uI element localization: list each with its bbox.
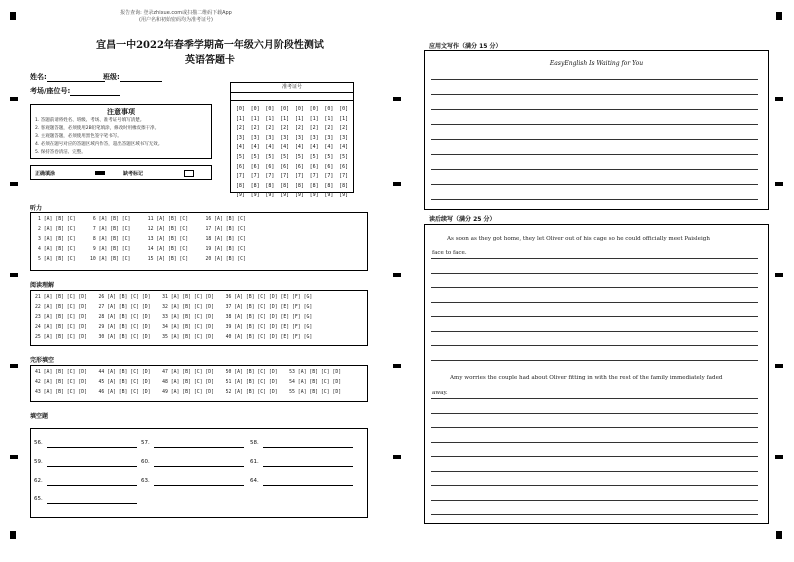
report-query-line: (用户名和初始密码均为准考证号)	[139, 17, 213, 23]
exam-id-bubble[interactable]: [9]	[294, 192, 304, 199]
alignment-mark	[393, 364, 401, 368]
continuation-line[interactable]	[431, 456, 758, 457]
exam-id-bubble[interactable]: [1]	[235, 115, 245, 122]
exam-id-bubble[interactable]: [6]	[235, 163, 245, 170]
continuation-line[interactable]	[431, 398, 758, 399]
writing-line[interactable]	[431, 169, 758, 170]
exam-id-bubble[interactable]: [0]	[324, 106, 334, 112]
exam-id-bubble[interactable]: [4]	[235, 144, 245, 151]
listening-section-title: 听力	[30, 205, 43, 212]
exam-id-bubble[interactable]: [1]	[265, 115, 275, 122]
notice-item: 5. 保持答卷清洁、完整。	[35, 150, 86, 155]
exam-id-bubble[interactable]: [7]	[235, 173, 245, 180]
continuation-line[interactable]	[431, 413, 758, 414]
report-query-note	[108, 10, 244, 24]
exam-id-column	[251, 105, 260, 201]
alignment-mark	[776, 12, 782, 20]
continuation-line[interactable]	[431, 427, 758, 428]
exam-id-bubble[interactable]: [0]	[265, 106, 275, 112]
continuation-line[interactable]	[431, 273, 758, 274]
exam-id-bubble[interactable]: [3]	[280, 134, 290, 141]
exam-id-bubble[interactable]: [0]	[309, 106, 319, 112]
exam-id-bubble[interactable]: [6]	[250, 163, 260, 170]
exam-id-bubble[interactable]: [2]	[235, 125, 245, 132]
alignment-mark	[775, 273, 783, 277]
answer-row[interactable]: 1 [A] [B] [C] 6 [A] [B] [C] 11 [A] [B] [C] 16 [A] [B] [C]	[38, 217, 246, 222]
exam-id-bubble[interactable]: [3]	[235, 134, 245, 141]
correct-fill-sample	[95, 171, 105, 175]
exam-id-bubble[interactable]: [0]	[250, 106, 260, 112]
exam-id-bubble[interactable]: [3]	[294, 134, 304, 141]
cloze-section-title: 完形填空	[30, 357, 55, 364]
exam-id-bubble[interactable]: [1]	[250, 115, 260, 122]
exam-id-box	[230, 82, 354, 199]
continuation-section-title: 读后续写（满分 25 分）	[429, 216, 496, 223]
exam-id-bubble[interactable]: [9]	[265, 192, 275, 199]
alignment-mark	[10, 531, 16, 539]
answer-row[interactable]: 41 [A] [B] [C] [D] 44 [A] [B] [C] [D] 47 [A] [B] [C] [D] 50 [A] [B] [C] [D] 53 [A] [B] [C] [D]	[35, 370, 342, 375]
report-query-line: 报告查询: 登录zhixue.com或扫描二维码下载App	[120, 10, 232, 16]
alignment-mark	[393, 273, 401, 277]
exam-id-bubble[interactable]: [6]	[339, 163, 349, 170]
writing-line[interactable]	[431, 109, 758, 110]
exam-id-bubble[interactable]: [5]	[280, 153, 290, 160]
exam-id-bubble[interactable]: [9]	[235, 192, 245, 199]
writing-prompt-title: EasyEnglish Is Waiting for You	[549, 60, 644, 67]
exam-id-bubble[interactable]: [0]	[235, 106, 245, 112]
exam-id-bubble[interactable]: [2]	[339, 125, 349, 132]
exam-id-bubble[interactable]: [3]	[309, 134, 319, 141]
alignment-mark	[10, 455, 18, 459]
continuation-line[interactable]	[431, 485, 758, 486]
continuation-paragraph-1: As soon as they got home, they let Oliver out of his cage so he could officially meet Paisleigh	[447, 236, 710, 242]
exam-id-column	[236, 105, 245, 201]
exam-id-write-row[interactable]	[231, 92, 353, 101]
writing-line[interactable]	[431, 154, 758, 155]
blank-number: 61.	[250, 459, 259, 465]
exam-id-bubble[interactable]: [1]	[309, 115, 319, 122]
blank-number: 57.	[141, 440, 150, 446]
continuation-line[interactable]	[431, 287, 758, 288]
blank-line[interactable]	[47, 485, 137, 486]
continuation-line[interactable]	[431, 360, 758, 361]
page-subtitle: 英语答题卡	[185, 55, 235, 66]
exam-id-bubble[interactable]: [5]	[235, 153, 245, 160]
exam-id-bubble[interactable]: [5]	[294, 153, 304, 160]
blank-number: 64.	[250, 478, 259, 484]
exam-id-column	[295, 105, 304, 201]
blank-line[interactable]	[154, 485, 244, 486]
exam-id-bubble[interactable]: [7]	[294, 173, 304, 180]
exam-id-bubble[interactable]: [9]	[324, 192, 334, 199]
blank-number: 58.	[250, 440, 259, 446]
answer-row[interactable]: 22 [A] [B] [C] [D] 27 [A] [B] [C] [D] 32 [A] [B] [C] [D] 37 [A] [B] [C] [D] [E] [F] [G]	[35, 305, 313, 310]
exam-id-bubble[interactable]: [2]	[250, 125, 260, 132]
exam-id-bubble[interactable]: [5]	[250, 153, 260, 160]
exam-id-bubble[interactable]: [0]	[294, 106, 304, 112]
notice-box	[30, 104, 212, 159]
exam-id-bubble[interactable]: [3]	[339, 134, 349, 141]
blank-line[interactable]	[47, 503, 137, 504]
exam-id-bubble[interactable]: [2]	[294, 125, 304, 132]
exam-id-bubble[interactable]: [0]	[339, 106, 349, 112]
exam-id-bubble[interactable]: [6]	[309, 163, 319, 170]
alignment-mark	[775, 97, 783, 101]
exam-id-bubble[interactable]: [5]	[324, 153, 334, 160]
alignment-mark	[393, 455, 401, 459]
continuation-line[interactable]	[431, 442, 758, 443]
blank-line[interactable]	[154, 447, 244, 448]
answer-row[interactable]: 5 [A] [B] [C] 10 [A] [B] [C] 15 [A] [B] [C] 20 [A] [B] [C]	[38, 257, 246, 262]
answer-row[interactable]: 25 [A] [B] [C] [D] 30 [A] [B] [C] [D] 35 [A] [B] [C] [D] 40 [A] [B] [C] [D] [E] [F] [G]	[35, 335, 313, 340]
writing-line[interactable]	[431, 124, 758, 125]
blank-line[interactable]	[47, 466, 137, 467]
exam-id-bubble[interactable]: [3]	[324, 134, 334, 141]
reading-section-title: 阅读理解	[30, 282, 55, 289]
absent-mark-checkbox[interactable]	[184, 170, 194, 177]
exam-id-bubble[interactable]: [5]	[339, 153, 349, 160]
blank-line[interactable]	[263, 485, 353, 486]
exam-id-bubble[interactable]: [3]	[250, 134, 260, 141]
exam-id-bubble[interactable]: [1]	[294, 115, 304, 122]
class-field[interactable]	[103, 72, 162, 82]
writing-section-title: 应用文写作（满分 15 分）	[429, 43, 502, 50]
exam-id-bubble[interactable]: [7]	[265, 173, 275, 180]
exam-id-bubble[interactable]: [9]	[280, 192, 290, 199]
blank-number: 60.	[141, 459, 150, 465]
blank-line[interactable]	[47, 447, 137, 448]
notice-item: 2. 客观题答题，必须使用2B铅笔填涂，修改时用橡皮擦干净。	[35, 126, 160, 131]
exam-id-bubble[interactable]: [8]	[339, 182, 349, 189]
writing-line[interactable]	[431, 184, 758, 185]
fill-section-title: 填空题	[30, 413, 49, 420]
blank-number: 63.	[141, 478, 150, 484]
exam-id-bubble[interactable]: [8]	[280, 182, 290, 189]
exam-id-column	[339, 105, 348, 201]
answer-row[interactable]: 24 [A] [B] [C] [D] 29 [A] [B] [C] [D] 34 [A] [B] [C] [D] 39 [A] [B] [C] [D] [E] [F] [G]	[35, 325, 313, 330]
exam-id-bubble[interactable]: [4]	[324, 144, 334, 151]
blank-number: 62.	[34, 478, 43, 484]
blank-number: 65.	[34, 496, 43, 502]
exam-id-bubble[interactable]: [2]	[324, 125, 334, 132]
exam-id-column	[310, 105, 319, 201]
exam-id-title: 准考证号	[231, 83, 353, 93]
answer-row[interactable]: 43 [A] [B] [C] [D] 46 [A] [B] [C] [D] 49 [A] [B] [C] [D] 52 [A] [B] [C] [D] 55 [A] [B] [C] [D]	[35, 390, 342, 395]
exam-id-column	[280, 105, 289, 201]
answer-row[interactable]: 42 [A] [B] [C] [D] 45 [A] [B] [C] [D] 48 [A] [B] [C] [D] 51 [A] [B] [C] [D] 54 [A] [B] [C] [D]	[35, 380, 342, 385]
name-field[interactable]	[30, 72, 105, 82]
room-seat-label: 考场/座位号:	[30, 87, 71, 95]
notice-item: 4. 必须在题号对应的答题区域内作答，超出答题区域书写无效。	[35, 142, 163, 147]
exam-id-bubble[interactable]: [2]	[265, 125, 275, 132]
writing-line[interactable]	[431, 79, 758, 80]
continuation-line[interactable]	[431, 316, 758, 317]
absent-mark-label: 缺考标记	[123, 171, 144, 177]
alignment-mark	[775, 364, 783, 368]
exam-id-bubble[interactable]: [7]	[324, 173, 334, 180]
continuation-line[interactable]	[431, 471, 758, 472]
exam-id-bubble[interactable]: [1]	[280, 115, 290, 122]
continuation-line[interactable]	[431, 345, 758, 346]
exam-id-bubble[interactable]: [1]	[339, 115, 349, 122]
exam-id-bubble[interactable]: [9]	[339, 192, 349, 199]
exam-id-bubble[interactable]: [4]	[265, 144, 275, 151]
exam-id-bubble[interactable]: [9]	[250, 192, 260, 199]
exam-id-bubble[interactable]: [6]	[265, 163, 275, 170]
continuation-answer-box	[424, 224, 769, 524]
notice-item: 3. 主观题答题，必须使用黑色签字笔书写。	[35, 134, 122, 139]
exam-id-bubble[interactable]: [4]	[339, 144, 349, 151]
answer-row[interactable]: 4 [A] [B] [C] 9 [A] [B] [C] 14 [A] [B] [C] 19 [A] [B] [C]	[38, 247, 246, 252]
exam-id-bubble[interactable]: [0]	[280, 106, 290, 112]
exam-id-bubble[interactable]: [8]	[250, 182, 260, 189]
exam-id-bubble[interactable]: [6]	[294, 163, 304, 170]
notice-item: 1. 答题前请将姓名、班级、考场、准考证号填写清楚。	[35, 118, 145, 123]
exam-id-bubble[interactable]: [7]	[250, 173, 260, 180]
blank-number: 59.	[34, 459, 43, 465]
fill-answer-box	[30, 428, 368, 518]
writing-line[interactable]	[431, 94, 758, 95]
exam-id-bubble[interactable]: [4]	[294, 144, 304, 151]
exam-id-bubble[interactable]: [5]	[309, 153, 319, 160]
exam-id-bubble[interactable]: [8]	[309, 182, 319, 189]
fill-legend-box	[30, 165, 212, 180]
continuation-line[interactable]	[431, 500, 758, 501]
room-seat-field[interactable]	[30, 86, 120, 96]
writing-line[interactable]	[431, 139, 758, 140]
name-label: 姓名:	[30, 73, 47, 81]
alignment-mark	[10, 97, 18, 101]
answer-row[interactable]: 23 [A] [B] [C] [D] 28 [A] [B] [C] [D] 33 [A] [B] [C] [D] 38 [A] [B] [C] [D] [E] [F] [G]	[35, 315, 313, 320]
correct-fill-label: 正确填涂	[35, 171, 56, 177]
continuation-line[interactable]	[431, 302, 758, 303]
exam-id-bubble[interactable]: [4]	[280, 144, 290, 151]
exam-id-column	[324, 105, 333, 201]
exam-id-bubble[interactable]: [8]	[324, 182, 334, 189]
exam-id-bubble[interactable]: [1]	[324, 115, 334, 122]
continuation-line[interactable]	[431, 258, 758, 259]
writing-answer-box	[424, 50, 769, 210]
blank-line[interactable]	[263, 466, 353, 467]
alignment-mark	[10, 273, 18, 277]
alignment-mark	[10, 12, 16, 20]
exam-id-bubble[interactable]: [7]	[339, 173, 349, 180]
cloze-answer-box	[30, 365, 368, 402]
exam-id-bubble[interactable]: [8]	[235, 182, 245, 189]
exam-id-bubble[interactable]: [4]	[309, 144, 319, 151]
blank-line[interactable]	[263, 447, 353, 448]
exam-id-bubble[interactable]: [5]	[265, 153, 275, 160]
continuation-paragraph-2: Amy worries the couple had about Oliver fitting in with the rest of the family immediately faded	[450, 375, 723, 381]
blank-number: 56.	[34, 440, 43, 446]
exam-id-bubble[interactable]: [7]	[309, 173, 319, 180]
alignment-mark	[393, 182, 401, 186]
writing-line[interactable]	[431, 199, 758, 200]
exam-id-bubble[interactable]: [6]	[324, 163, 334, 170]
continuation-line[interactable]	[431, 514, 758, 515]
alignment-mark	[775, 455, 783, 459]
alignment-mark	[10, 364, 18, 368]
blank-line[interactable]	[154, 466, 244, 467]
exam-id-bubble-grid	[231, 103, 353, 201]
reading-answer-box	[30, 290, 368, 346]
alignment-mark	[393, 97, 401, 101]
exam-id-bubble[interactable]: [4]	[250, 144, 260, 151]
notice-title: 注意事项	[107, 108, 135, 116]
alignment-mark	[775, 182, 783, 186]
exam-id-bubble[interactable]: [2]	[280, 125, 290, 132]
exam-id-bubble[interactable]: [7]	[280, 173, 290, 180]
alignment-mark	[776, 531, 782, 539]
continuation-paragraph-1-end: face to face.	[432, 250, 467, 256]
answer-row[interactable]: 2 [A] [B] [C] 7 [A] [B] [C] 12 [A] [B] [C] 17 [A] [B] [C]	[38, 227, 246, 232]
exam-id-bubble[interactable]: [2]	[309, 125, 319, 132]
exam-id-bubble[interactable]: [8]	[265, 182, 275, 189]
exam-id-bubble[interactable]: [9]	[309, 192, 319, 199]
continuation-paragraph-2-end: away.	[432, 390, 448, 396]
listening-answer-box	[30, 212, 368, 271]
exam-id-bubble[interactable]: [6]	[280, 163, 290, 170]
class-label: 班级:	[103, 73, 120, 81]
exam-id-column	[265, 105, 274, 201]
answer-row[interactable]: 3 [A] [B] [C] 8 [A] [B] [C] 13 [A] [B] [C] 18 [A] [B] [C]	[38, 237, 246, 242]
exam-id-bubble[interactable]: [3]	[265, 134, 275, 141]
continuation-line[interactable]	[431, 331, 758, 332]
exam-id-bubble[interactable]: [8]	[294, 182, 304, 189]
page-title: 宜昌一中2022年春季学期高一年级六月阶段性测试	[96, 40, 324, 51]
answer-row[interactable]: 21 [A] [B] [C] [D] 26 [A] [B] [C] [D] 31 [A] [B] [C] [D] 36 [A] [B] [C] [D] [E] [F] [G]	[35, 295, 313, 300]
alignment-mark	[10, 182, 18, 186]
